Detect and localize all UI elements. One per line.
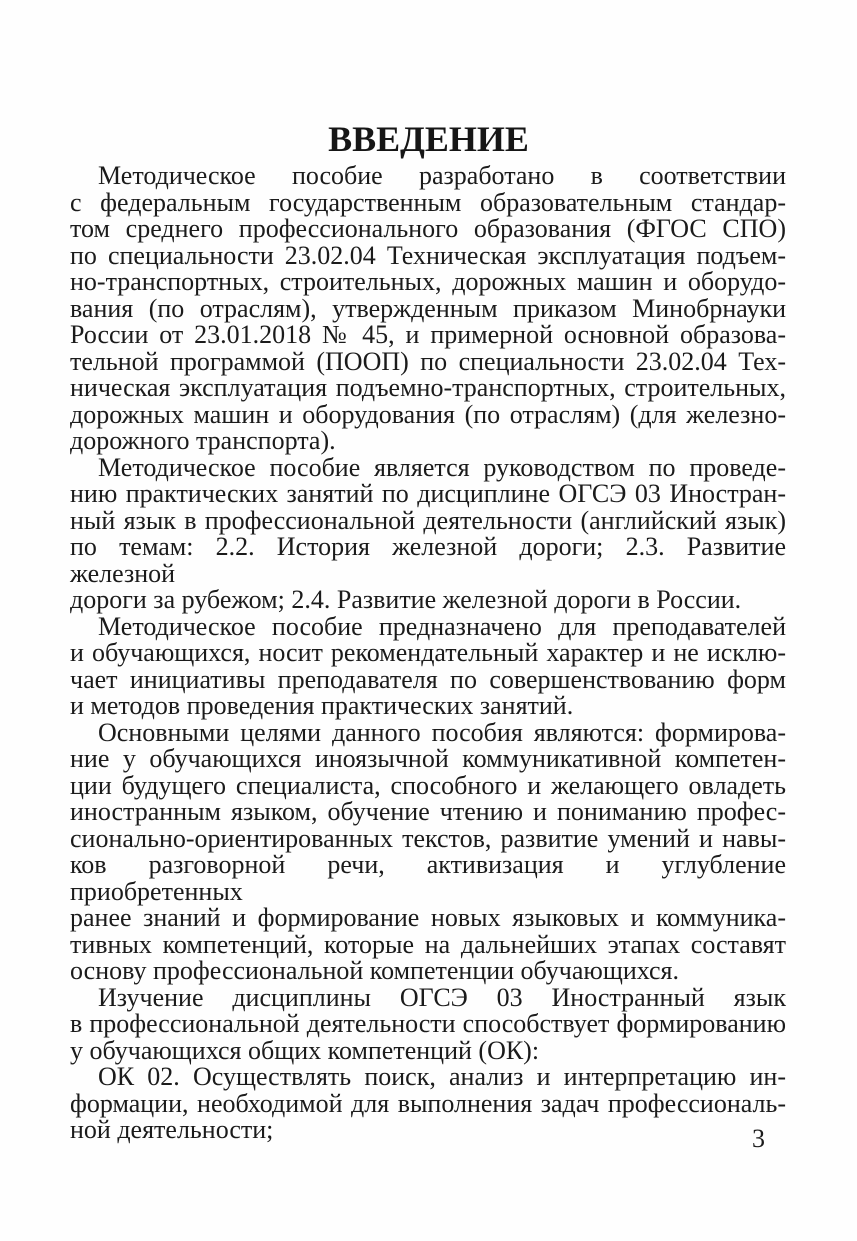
text-line: Изучение дисциплины ОГСЭ 03 Иностранный язык	[98, 982, 786, 1012]
text-line: нию практических занятий по дисциплине ОГСЭ 03 Иностран-	[70, 479, 786, 508]
text-line: по темам: 2.2. История железной дороги; 2.3. Развитие железной	[70, 532, 786, 588]
text-line: тельной программой (ПООП) по специальности 23.02.04 Тех-	[70, 346, 786, 376]
text-line: и обучающихся, носит рекомендательный характер и не исклю-	[70, 638, 786, 667]
paragraph-6	[70, 1064, 786, 1144]
text-line: иностранным языком, обучение чтению и пониманию профес-	[70, 797, 786, 826]
text-line: ков разговорной речи, активизация и углубление приобретенных	[70, 850, 786, 906]
text-line: и методов проведения практических занятий.	[70, 691, 574, 720]
text-line: но-транспортных, строительных, дорожных машин и оборудо-	[70, 267, 786, 296]
page-title: ВВЕДЕНИЕ	[328, 119, 529, 160]
text-line: ции будущего специалиста, способного и желающего овладеть	[70, 770, 786, 800]
text-line: тивных компетенций, которые на дальнейших этапах составят	[70, 929, 786, 959]
text-line: России от 23.01.2018 № 45, и примерной основной образова-	[70, 320, 786, 349]
text-line: ранее знаний и формирование новых языковых и коммуника-	[70, 903, 786, 932]
text-line: дорожного транспорта).	[70, 426, 336, 455]
text-line: ние у обучающихся иноязычной коммуникативной компетен-	[70, 744, 786, 773]
document-body	[70, 163, 786, 1144]
paragraph-5	[70, 982, 786, 1065]
text-line: том среднего профессионального образования (ФГОС СПО)	[70, 214, 786, 243]
text-line: ническая эксплуатация подъемно-транспортных, строительных,	[70, 373, 786, 402]
text-line: основу профессиональной компетенции обучающихся.	[70, 956, 680, 985]
text-line: Методическое пособие предназначено для преподавателей	[98, 611, 786, 641]
text-line: формации, необходимой для выполнения задач профессиональ-	[70, 1088, 786, 1118]
text-line: ной деятельности;	[70, 1115, 274, 1144]
text-line: Методическое пособие является руководством по проведе-	[98, 452, 786, 482]
text-line: Методическое пособие разработано в соответствии	[98, 161, 786, 190]
text-line: дороги за рубежом; 2.4. Развитие железной дороги в России.	[70, 585, 742, 614]
text-line: Основными целями данного пособия являются: формирова-	[98, 717, 786, 747]
text-line: у обучающихся общих компетенций (ОК):	[70, 1035, 540, 1065]
text-line: вания (по отраслям), утвержденным приказом Минобрнауки	[70, 293, 786, 323]
paragraph-3	[70, 611, 786, 720]
text-line: по специальности 23.02.04 Техническая эксплуатация подъем-	[70, 240, 786, 270]
paragraph-1	[70, 163, 786, 455]
text-line: сионально-ориентированных текстов, развитие умений и навы-	[70, 823, 786, 853]
text-line: в профессиональной деятельности способствует формированию	[70, 1009, 786, 1038]
page-number: 3	[752, 1124, 765, 1153]
text-line: с федеральным государственным образовательным стандар-	[70, 187, 786, 217]
text-line: ОК 02. Осуществлять поиск, анализ и интерпретацию ин-	[98, 1062, 786, 1091]
text-line: дорожных машин и оборудования (по отраслям) (для железно-	[70, 399, 786, 429]
paragraph-4	[70, 717, 786, 985]
text-line: чает инициативы преподавателя по совершенствованию форм	[70, 664, 786, 694]
paragraph-2	[70, 452, 786, 614]
text-line: ный язык в профессиональной деятельности (английский язык)	[70, 505, 786, 535]
